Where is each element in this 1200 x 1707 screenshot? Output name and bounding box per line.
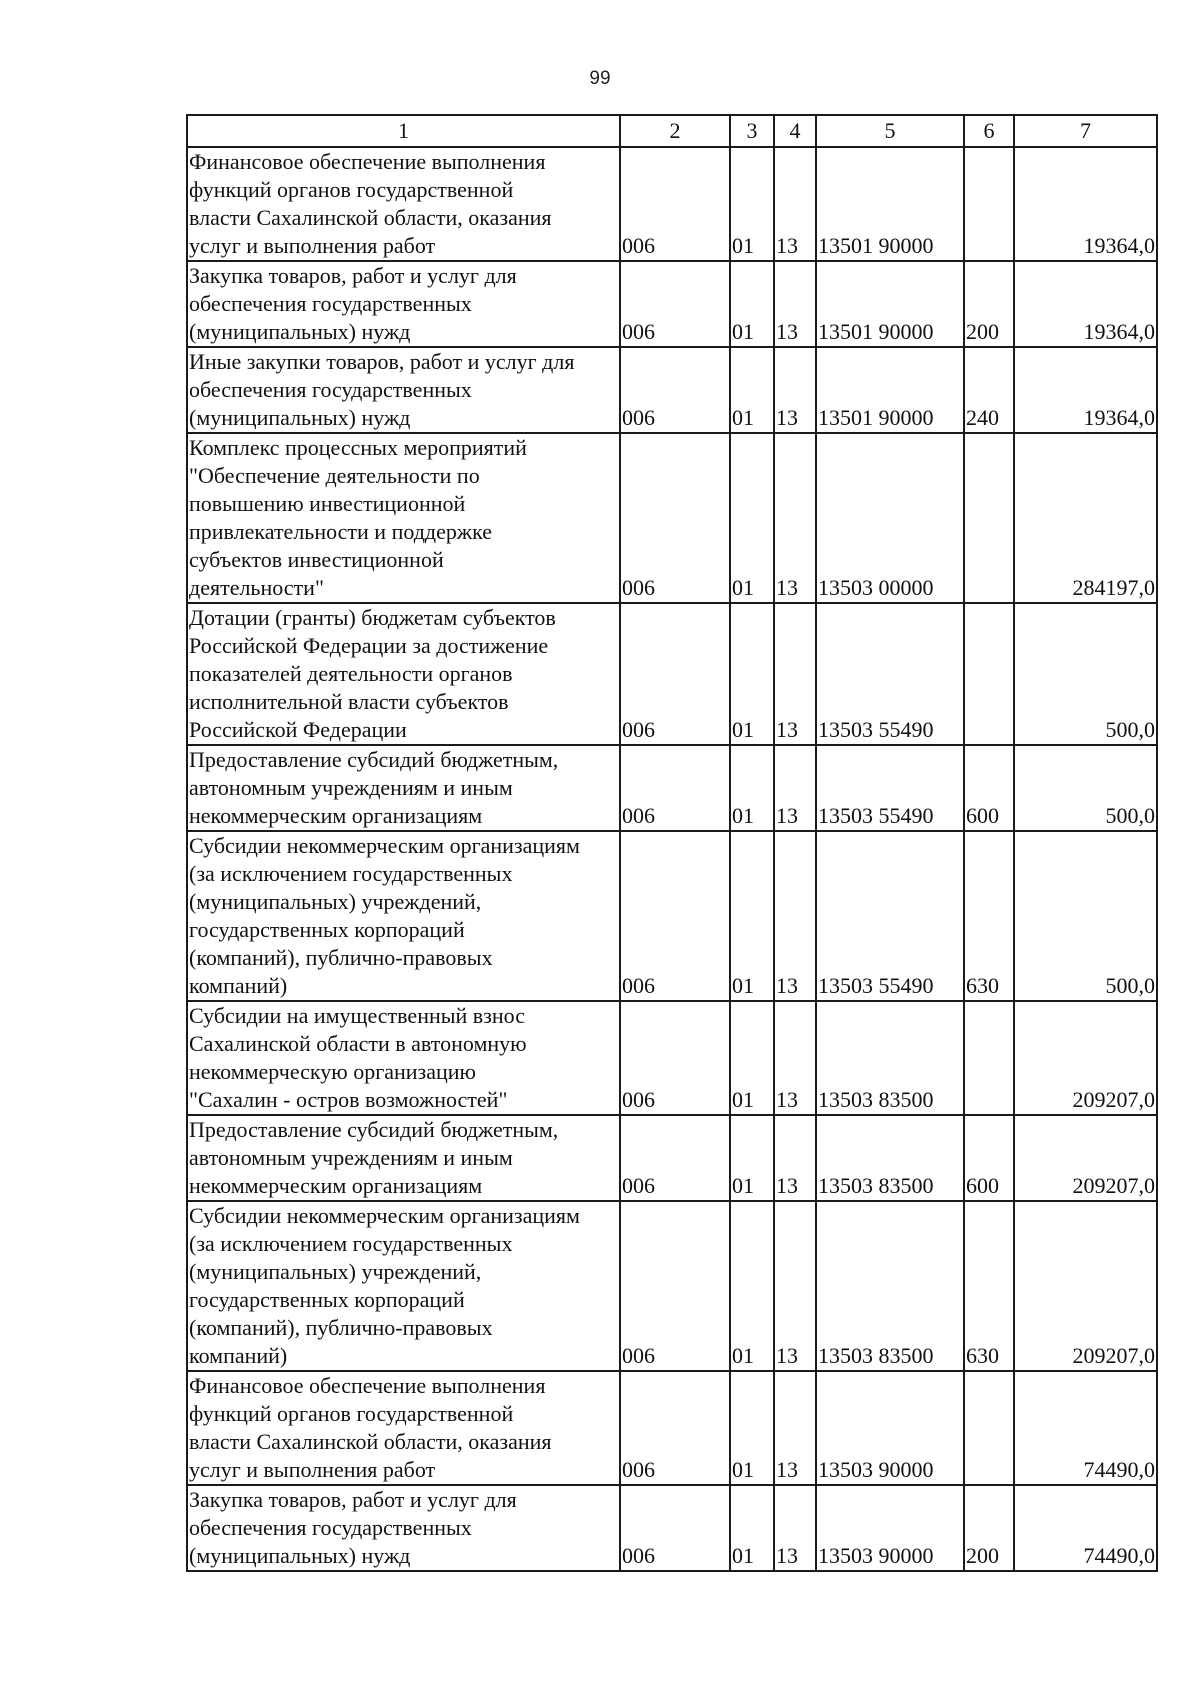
target-article-cell: 13503 55490 bbox=[816, 745, 964, 831]
target-article-cell: 13503 90000 bbox=[816, 1485, 964, 1571]
amount-cell: 74490,0 bbox=[1014, 1371, 1157, 1485]
table-row bbox=[187, 1001, 1157, 1115]
section-code-cell: 01 bbox=[730, 147, 774, 261]
target-article-cell: 13503 55490 bbox=[816, 831, 964, 1001]
amount-cell: 19364,0 bbox=[1014, 147, 1157, 261]
expense-type-cell: 600 bbox=[964, 1115, 1014, 1201]
table-row bbox=[187, 831, 1157, 1001]
ministry-code-cell: 006 bbox=[620, 433, 730, 603]
expense-type-cell: 630 bbox=[964, 1201, 1014, 1371]
subsection-code-cell: 13 bbox=[774, 603, 816, 745]
budget-table bbox=[186, 114, 1158, 1572]
table-row bbox=[187, 261, 1157, 347]
item-name-cell: Финансовое обеспечение выполнения функций органов государственной власти Сахалинской области, оказания услуг и выполнения работ bbox=[187, 1371, 620, 1485]
subsection-code-cell: 13 bbox=[774, 347, 816, 433]
item-name-cell: Финансовое обеспечение выполнения функций органов государственной власти Сахалинской области, оказания услуг и выполнения работ bbox=[187, 147, 620, 261]
item-name-cell: Субсидии на имущественный взнос Сахалинской области в автономную некоммерческую организацию "Сахалин - остров возможностей" bbox=[187, 1001, 620, 1115]
target-article-cell: 13503 90000 bbox=[816, 1371, 964, 1485]
expense-type-cell bbox=[964, 1371, 1014, 1485]
column-header: 1 bbox=[187, 115, 620, 147]
target-article-cell: 13501 90000 bbox=[816, 347, 964, 433]
section-code-cell: 01 bbox=[730, 1371, 774, 1485]
amount-cell: 19364,0 bbox=[1014, 347, 1157, 433]
item-name-cell: Предоставление субсидий бюджетным, автономным учреждениям и иным некоммерческим организациям bbox=[187, 1115, 620, 1201]
section-code-cell: 01 bbox=[730, 831, 774, 1001]
subsection-code-cell: 13 bbox=[774, 1115, 816, 1201]
table-row bbox=[187, 1371, 1157, 1485]
ministry-code-cell: 006 bbox=[620, 1201, 730, 1371]
ministry-code-cell: 006 bbox=[620, 147, 730, 261]
expense-type-cell: 630 bbox=[964, 831, 1014, 1001]
table-row bbox=[187, 433, 1157, 603]
table-row bbox=[187, 603, 1157, 745]
table-row bbox=[187, 1485, 1157, 1571]
ministry-code-cell: 006 bbox=[620, 1485, 730, 1571]
amount-cell: 209207,0 bbox=[1014, 1115, 1157, 1201]
table-row bbox=[187, 347, 1157, 433]
item-name-cell: Предоставление субсидий бюджетным, автономным учреждениям и иным некоммерческим организациям bbox=[187, 745, 620, 831]
amount-cell: 284197,0 bbox=[1014, 433, 1157, 603]
section-code-cell: 01 bbox=[730, 1115, 774, 1201]
expense-type-cell bbox=[964, 433, 1014, 603]
section-code-cell: 01 bbox=[730, 261, 774, 347]
column-header: 3 bbox=[730, 115, 774, 147]
ministry-code-cell: 006 bbox=[620, 1115, 730, 1201]
target-article-cell: 13503 83500 bbox=[816, 1201, 964, 1371]
item-name-cell: Закупка товаров, работ и услуг для обеспечения государственных (муниципальных) нужд bbox=[187, 261, 620, 347]
column-header: 4 bbox=[774, 115, 816, 147]
subsection-code-cell: 13 bbox=[774, 1001, 816, 1115]
page-number: 99 bbox=[589, 68, 611, 89]
ministry-code-cell: 006 bbox=[620, 1001, 730, 1115]
expense-type-cell: 240 bbox=[964, 347, 1014, 433]
amount-cell: 74490,0 bbox=[1014, 1485, 1157, 1571]
item-name-cell: Дотации (гранты) бюджетам субъектов Российской Федерации за достижение показателей деятельности органов исполнительной власти субъектов Российской Федерации bbox=[187, 603, 620, 745]
expense-type-cell bbox=[964, 603, 1014, 745]
section-code-cell: 01 bbox=[730, 1201, 774, 1371]
table-row bbox=[187, 745, 1157, 831]
section-code-cell: 01 bbox=[730, 745, 774, 831]
subsection-code-cell: 13 bbox=[774, 1485, 816, 1571]
section-code-cell: 01 bbox=[730, 433, 774, 603]
subsection-code-cell: 13 bbox=[774, 1371, 816, 1485]
ministry-code-cell: 006 bbox=[620, 1371, 730, 1485]
budget-table-body bbox=[187, 115, 1157, 1571]
subsection-code-cell: 13 bbox=[774, 831, 816, 1001]
section-code-cell: 01 bbox=[730, 1001, 774, 1115]
column-header: 7 bbox=[1014, 115, 1157, 147]
ministry-code-cell: 006 bbox=[620, 347, 730, 433]
ministry-code-cell: 006 bbox=[620, 603, 730, 745]
target-article-cell: 13503 83500 bbox=[816, 1115, 964, 1201]
ministry-code-cell: 006 bbox=[620, 745, 730, 831]
column-header: 2 bbox=[620, 115, 730, 147]
item-name-cell: Субсидии некоммерческим организациям (за исключением государственных (муниципальных) учреждений, государственных корпораций (компаний), публично-правовых компаний) bbox=[187, 1201, 620, 1371]
table-row bbox=[187, 1201, 1157, 1371]
item-name-cell: Субсидии некоммерческим организациям (за исключением государственных (муниципальных) учреждений, государственных корпораций (компаний), публично-правовых компаний) bbox=[187, 831, 620, 1001]
target-article-cell: 13503 83500 bbox=[816, 1001, 964, 1115]
amount-cell: 209207,0 bbox=[1014, 1001, 1157, 1115]
expense-type-cell: 600 bbox=[964, 745, 1014, 831]
header-row bbox=[187, 115, 1157, 147]
subsection-code-cell: 13 bbox=[774, 433, 816, 603]
ministry-code-cell: 006 bbox=[620, 831, 730, 1001]
column-header: 6 bbox=[964, 115, 1014, 147]
subsection-code-cell: 13 bbox=[774, 1201, 816, 1371]
subsection-code-cell: 13 bbox=[774, 147, 816, 261]
ministry-code-cell: 006 bbox=[620, 261, 730, 347]
amount-cell: 500,0 bbox=[1014, 831, 1157, 1001]
expense-type-cell: 200 bbox=[964, 1485, 1014, 1571]
target-article-cell: 13501 90000 bbox=[816, 147, 964, 261]
target-article-cell: 13501 90000 bbox=[816, 261, 964, 347]
item-name-cell: Комплекс процессных мероприятий "Обеспечение деятельности по повышению инвестиционной привлекательности и поддержке субъектов инвестиционной деятельности" bbox=[187, 433, 620, 603]
amount-cell: 500,0 bbox=[1014, 603, 1157, 745]
expense-type-cell: 200 bbox=[964, 261, 1014, 347]
table-row bbox=[187, 1115, 1157, 1201]
target-article-cell: 13503 55490 bbox=[816, 603, 964, 745]
section-code-cell: 01 bbox=[730, 1485, 774, 1571]
item-name-cell: Иные закупки товаров, работ и услуг для обеспечения государственных (муниципальных) нужд bbox=[187, 347, 620, 433]
table-row bbox=[187, 147, 1157, 261]
item-name-cell: Закупка товаров, работ и услуг для обеспечения государственных (муниципальных) нужд bbox=[187, 1485, 620, 1571]
subsection-code-cell: 13 bbox=[774, 745, 816, 831]
section-code-cell: 01 bbox=[730, 347, 774, 433]
expense-type-cell bbox=[964, 147, 1014, 261]
target-article-cell: 13503 00000 bbox=[816, 433, 964, 603]
amount-cell: 500,0 bbox=[1014, 745, 1157, 831]
column-header: 5 bbox=[816, 115, 964, 147]
section-code-cell: 01 bbox=[730, 603, 774, 745]
expense-type-cell bbox=[964, 1001, 1014, 1115]
subsection-code-cell: 13 bbox=[774, 261, 816, 347]
amount-cell: 209207,0 bbox=[1014, 1201, 1157, 1371]
amount-cell: 19364,0 bbox=[1014, 261, 1157, 347]
